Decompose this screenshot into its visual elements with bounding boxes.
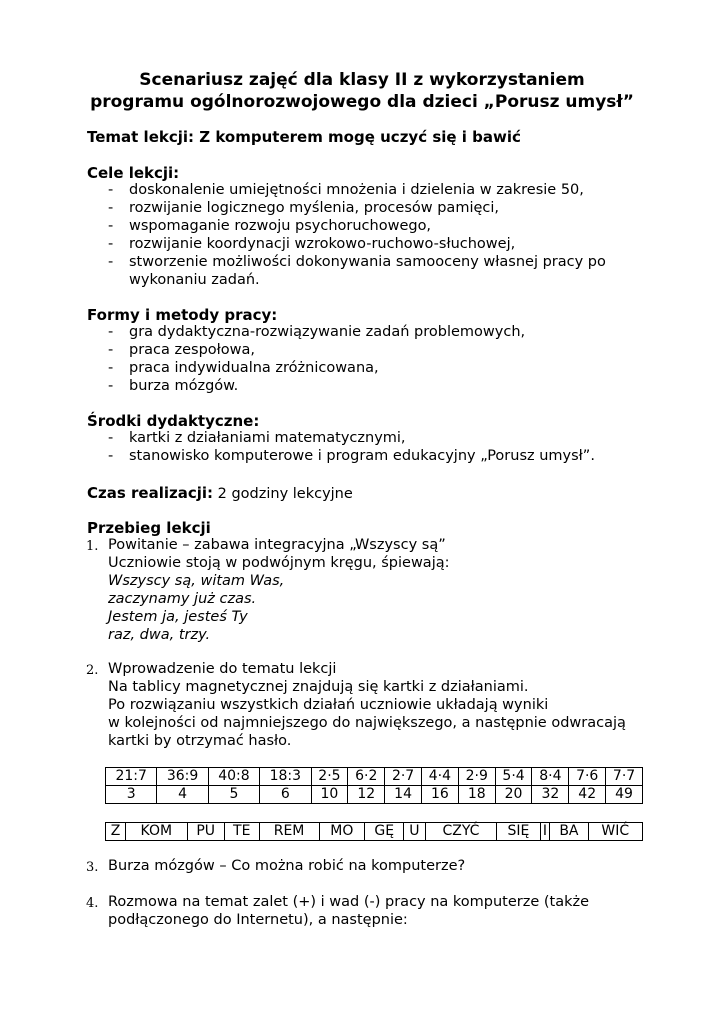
operation-cell: 36:9 (157, 768, 208, 786)
topic-value: Z komputerem mogę uczyć się i bawić (199, 128, 521, 146)
password-cell: CZYĆ (425, 823, 497, 841)
operation-cell: 5·4 (495, 768, 532, 786)
result-cell: 49 (606, 786, 643, 804)
goal-item: doskonalenie umiejętności mnożenia i dzielenia w zakresie 50, (129, 182, 584, 198)
goal-item-continuation: wykonaniu zadań. (129, 272, 260, 288)
result-cell: 16 (421, 786, 458, 804)
password-cell: Z (106, 823, 126, 841)
bullet-dash: - (108, 182, 114, 198)
step2-line: Po rozwiązaniu wszystkich działań uczniowie układają wyniki (108, 697, 549, 713)
operations-row (106, 768, 643, 786)
duration-line (87, 484, 353, 502)
document-title (60, 69, 664, 113)
bullet-dash: - (108, 342, 114, 358)
password-cell: I (540, 823, 550, 841)
operation-cell: 18:3 (260, 768, 311, 786)
goals-heading: Cele lekcji: (87, 164, 180, 182)
goal-item: wspomaganie rozwoju psychoruchowego, (129, 218, 432, 234)
result-cell: 10 (311, 786, 348, 804)
operation-cell: 6·2 (348, 768, 385, 786)
method-item: praca indywidualna zróżnicowana, (129, 360, 379, 376)
result-cell: 32 (532, 786, 569, 804)
song-line: Jestem ja, jesteś Ty (108, 609, 248, 625)
result-cell: 4 (157, 786, 208, 804)
method-item: gra dydaktyczna-rozwiązywanie zadań problemowych, (129, 324, 526, 340)
password-row (106, 823, 643, 841)
bullet-dash: - (108, 378, 114, 394)
operations-table (105, 767, 643, 804)
operation-cell: 2·5 (311, 768, 348, 786)
step4-line: Rozmowa na temat zalet (+) i wad (-) pracy na komputerze (także (108, 894, 590, 910)
step2-line: Na tablicy magnetycznej znajdują się kartki z działaniami. (108, 679, 529, 695)
step1-line: Powitanie – zabawa integracyjna „Wszyscy są” (108, 537, 446, 553)
song-line: Wszyscy są, witam Was, (108, 573, 285, 589)
bullet-dash: - (108, 324, 114, 340)
methods-heading: Formy i metody pracy: (87, 306, 278, 324)
bullet-dash: - (108, 254, 114, 270)
password-table (105, 822, 643, 841)
step-number: 3. (86, 860, 99, 875)
duration-label: Czas realizacji: (87, 484, 214, 502)
password-cell: WIĆ (588, 823, 643, 841)
password-cell: PU (187, 823, 224, 841)
password-cell: REM (259, 823, 319, 841)
title-line-2: programu ogólnorozwojowego dla dzieci „Porusz umysł” (90, 92, 634, 112)
operation-cell: 2·7 (385, 768, 422, 786)
bullet-dash: - (108, 360, 114, 376)
result-cell: 18 (458, 786, 495, 804)
bullet-dash: - (108, 430, 114, 446)
song-line: raz, dwa, trzy. (108, 627, 211, 643)
method-item: praca zespołowa, (129, 342, 256, 358)
step4-line: podłączonego do Internetu), a następnie: (108, 912, 408, 928)
operation-cell: 2·9 (458, 768, 495, 786)
step3-line: Burza mózgów – Co można robić na komputerze? (108, 858, 466, 874)
password-cell: U (404, 823, 425, 841)
result-cell: 3 (106, 786, 157, 804)
step-number: 4. (86, 896, 99, 911)
result-cell: 5 (208, 786, 259, 804)
resource-item: stanowisko komputerowe i program edukacyjny „Porusz umysł”. (129, 448, 595, 464)
operation-cell: 40:8 (208, 768, 259, 786)
password-cell: MO (319, 823, 365, 841)
goal-item: rozwijanie koordynacji wzrokowo-ruchowo-słuchowej, (129, 236, 516, 252)
password-cell: TE (224, 823, 259, 841)
bullet-dash: - (108, 448, 114, 464)
result-cell: 6 (260, 786, 311, 804)
resource-item: kartki z działaniami matematycznymi, (129, 430, 406, 446)
operation-cell: 8·4 (532, 768, 569, 786)
course-heading: Przebieg lekcji (87, 519, 211, 537)
duration-value: 2 godziny lekcyjne (217, 486, 353, 502)
operation-cell: 4·4 (421, 768, 458, 786)
result-cell: 42 (569, 786, 606, 804)
goal-item: rozwijanie logicznego myślenia, procesów pamięci, (129, 200, 499, 216)
operation-cell: 7·6 (569, 768, 606, 786)
password-cell: GĘ (365, 823, 404, 841)
step1-line: Uczniowie stoją w podwójnym kręgu, śpiewają: (108, 555, 450, 571)
resources-heading: Środki dydaktyczne: (87, 412, 260, 430)
title-line-1: Scenariusz zajęć dla klasy II z wykorzystaniem (139, 70, 585, 90)
result-cell: 12 (348, 786, 385, 804)
password-cell: BA (550, 823, 588, 841)
step-number: 1. (86, 539, 99, 554)
step-number: 2. (86, 663, 99, 678)
song-line: zaczynamy już czas. (108, 591, 257, 607)
bullet-dash: - (108, 200, 114, 216)
operation-cell: 7·7 (606, 768, 643, 786)
result-cell: 14 (385, 786, 422, 804)
results-row (106, 786, 643, 804)
step2-line: w kolejności od najmniejszego do największego, a następnie odwracają (108, 715, 626, 731)
topic-line (87, 128, 521, 146)
operation-cell: 21:7 (106, 768, 157, 786)
bullet-dash: - (108, 236, 114, 252)
step2-line: Wprowadzenie do tematu lekcji (108, 661, 337, 677)
result-cell: 20 (495, 786, 532, 804)
method-item: burza mózgów. (129, 378, 239, 394)
step2-line: kartki by otrzymać hasło. (108, 733, 292, 749)
goal-item: stworzenie możliwości dokonywania samooceny własnej pracy po (129, 254, 606, 270)
password-cell: KOM (126, 823, 188, 841)
password-cell: SIĘ (497, 823, 540, 841)
topic-label: Temat lekcji: (87, 128, 195, 146)
bullet-dash: - (108, 218, 114, 234)
